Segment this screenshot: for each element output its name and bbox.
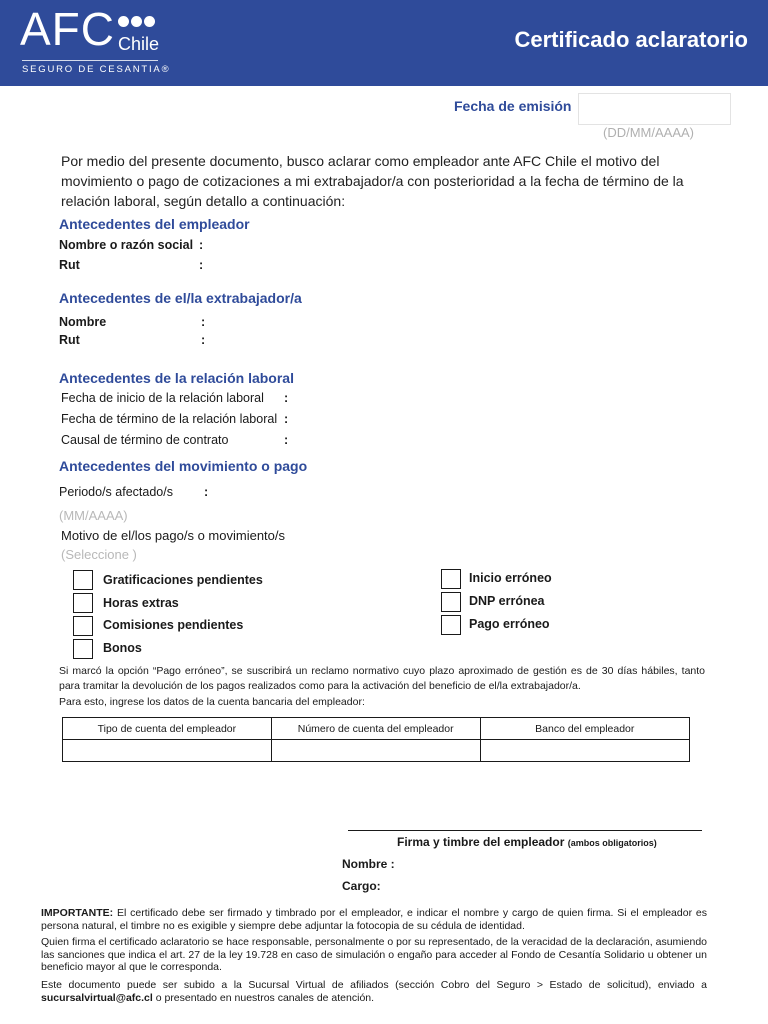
bank-name-cell[interactable]: [480, 740, 689, 762]
relation-cause-colon: :: [284, 433, 289, 447]
logo-divider: [22, 60, 158, 61]
checkbox-dnp-erronea[interactable]: [441, 592, 461, 612]
option-inicio-erroneo-label: Inicio erróneo: [469, 571, 552, 585]
ex-worker-name-colon: :: [201, 315, 206, 329]
logo-subtitle: SEGURO DE CESANTIA®: [22, 64, 171, 75]
important-note-2: Quien firma el certificado aclaratorio se hace responsable, personalmente o por su representado, de la veracidad de la declaración, asumiendo las sanciones que indica el art. 27 de la ley 19.728 en caso de simulación o engaño para acceder al Fondo de Cesantía Solidario u obtener un beneficio mayor al que le corresponda.: [41, 936, 707, 973]
logo-chile-text: Chile: [118, 34, 160, 54]
support-email[interactable]: sucursalvirtual@afc.cl: [41, 991, 153, 1004]
option-comisiones-label: Comisiones pendientes: [103, 618, 244, 632]
emission-date-hint: (DD/MM/AAAA): [603, 125, 694, 140]
ex-worker-name-label: Nombre: [59, 315, 107, 329]
reason-label: Motivo de el/los pago/s o movimiento/s: [61, 528, 285, 543]
relation-end-label: Fecha de término de la relación laboral: [61, 412, 278, 426]
employer-heading: Antecedentes del empleador: [59, 216, 250, 232]
bank-instructions: Para esto, ingrese los datos de la cuenta bancaria del empleador:: [59, 696, 365, 708]
signature-line: [348, 830, 702, 831]
movement-heading: Antecedentes del movimiento o pago: [59, 458, 308, 474]
checkbox-pago-erroneo[interactable]: [441, 615, 461, 635]
bank-type-cell[interactable]: [63, 740, 272, 762]
emission-date-label: Fecha de emisión: [454, 98, 572, 114]
employer-rut-label: Rut: [59, 258, 80, 272]
signer-position-label: Cargo:: [342, 879, 381, 893]
relation-start-colon: :: [284, 391, 289, 405]
checkbox-horas-extras[interactable]: [73, 593, 93, 613]
bank-col-type-header: Tipo de cuenta del empleador: [63, 718, 272, 740]
option-bonos-label: Bonos: [103, 641, 142, 655]
option-dnp-erronea-label: DNP errónea: [469, 594, 545, 608]
bank-account-table: [62, 717, 690, 762]
signature-label: Firma y timbre del empleador (ambos obligatorios): [397, 835, 657, 849]
ex-worker-rut-label: Rut: [59, 333, 80, 347]
employer-rut-colon: :: [199, 258, 204, 272]
option-gratificaciones-label: Gratificaciones pendientes: [103, 573, 263, 587]
emission-date-field[interactable]: [578, 93, 731, 125]
period-colon: :: [204, 485, 209, 499]
checkbox-bonos[interactable]: [73, 639, 93, 659]
checkbox-inicio-erroneo[interactable]: [441, 569, 461, 589]
ex-worker-rut-colon: :: [201, 333, 206, 347]
payment-error-notice: Si marcó la opción “Pago erróneo”, se suscribirá un reclamo normativo cuyo plazo aproximado de gestión es de 30 días hábiles, tanto para tramitar la devolución de los pagos realizados como para la activación del beneficio de el/la extrabajador/a.: [59, 665, 705, 692]
bank-number-cell[interactable]: [271, 740, 480, 762]
bank-col-bank-header: Banco del empleador: [480, 718, 689, 740]
reason-hint: (Seleccione ): [61, 547, 137, 562]
relation-cause-label: Causal de término de contrato: [61, 433, 229, 447]
intro-paragraph: Por medio del presente documento, busco aclarar como empleador ante AFC Chile el motivo del movimiento o pago de cotizaciones a mi extrabajador/a con posterioridad a la fecha de término de la relación laboral, según detallo a continuación:: [61, 153, 684, 209]
period-hint: (MM/AAAA): [59, 508, 128, 523]
relation-heading: Antecedentes de la relación laboral: [59, 370, 294, 386]
employer-name-label: Nombre o razón social: [59, 238, 194, 252]
checkbox-gratificaciones[interactable]: [73, 570, 93, 590]
logo-dots-icon: [118, 14, 157, 32]
afc-logo-text: AFC: [20, 3, 115, 55]
checkbox-comisiones[interactable]: [73, 616, 93, 636]
bank-col-number-header: Número de cuenta del empleador: [271, 718, 480, 740]
ex-worker-heading: Antecedentes de el/la extrabajador/a: [59, 290, 302, 306]
signer-name-label: Nombre :: [342, 857, 395, 871]
header-banner: [0, 0, 768, 86]
document-title: Certificado aclaratorio: [514, 27, 748, 52]
important-note-3: Este documento puede ser subido a la Sucursal Virtual de afiliados (sección Cobro del Seguro > Estado de solicitud), enviado a sucursalvirtual@afc.cl o presentado en nuestros canales de atención.: [41, 979, 707, 1004]
option-horas-extras-label: Horas extras: [103, 596, 179, 610]
important-note-1: IMPORTANTE: El certificado debe ser firmado y timbrado por el empleador, e indicar el nombre y cargo de quien firma. Si el empleador es persona natural, el timbre no es exigible y siempre debe adjuntar la fotocopia de su cédula de identidad.: [41, 907, 708, 932]
option-pago-erroneo-label: Pago erróneo: [469, 617, 550, 631]
employer-name-colon: :: [199, 238, 204, 252]
period-label: Periodo/s afectado/s: [59, 485, 173, 499]
relation-end-colon: :: [284, 412, 289, 426]
relation-start-label: Fecha de inicio de la relación laboral: [61, 391, 264, 405]
signature-note: (ambos obligatorios): [567, 838, 657, 848]
